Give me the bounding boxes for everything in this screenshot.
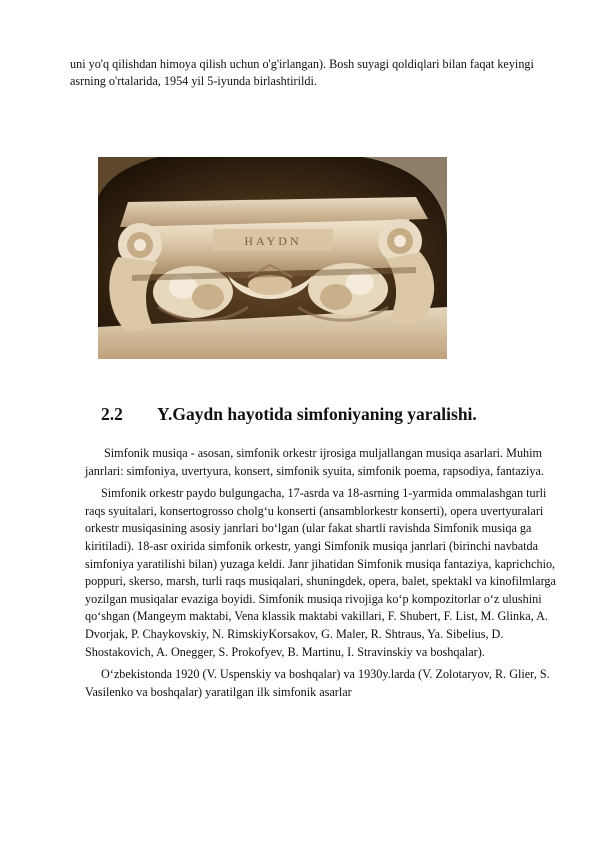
paragraph-2: Simfonik orkestr paydo bulgungacha, 17-asrda va 18-asrning 1-yarmida ommalashgan turli raqs syuitalari, konsertogrosso cholgʻu konserti (ansamblorkestr konserti), opera uvertyuralari orkestr musiqasining asosiy janrlari boʻlgan (ular fakat shartli ravishda Simfonik musiqa ga kiritiladi). 18-asr oxirida simfonik orkestr, yangi Simfonik musiqa janrlari (birinchi navbatda simfoniya yaratilishi bilan) yuzaga keldi. Janr jihatidan Simfonik musiqa fantaziya, kaprichchio, poppuri, skerso, marsh, turli raqs musiqalari, shuningdek, opera, balet, spektakl va kinofilmlarga yozilgan musiqalar evaziga boyidi. Simfonik musiqa rivojiga koʻp kompozitorlar oʻz ulushini qoʻshgan (Mangeym maktabi, Vena klassik maktabi vakillari, F. Shubert, F. List, M. Glinka, A. Dvorjak, P. Chaykovskiy, N. RimskiyKorsakov, G. Maler, R. Shtraus, Ya. Sibelius, D. Shostakovich, A. Onegger, S. Prokofyev, B. Martinu, I. Stravinskiy va boshqalar). (85, 486, 556, 659)
paragraph-1: Simfonik musiqa - asosan, simfonik orkestr ijrosiga muljallangan musiqa asarlari. Muhim janrlari: simfoniya, uvertyura, konsert, simfonik syuita, simfonik poema, rapsodiya, fantaziya. (85, 446, 544, 478)
photo-inscription: HAYDN (244, 234, 302, 248)
section-number: 2.2 (101, 404, 123, 424)
tomb-photo-illustration (98, 157, 447, 359)
section-title: Y.Gaydn hayotida simfoniyaning yaralishi. (157, 404, 477, 424)
section-heading (101, 402, 571, 426)
section-body (85, 445, 557, 706)
paragraph-3: Oʻzbekistonda 1920 (V. Uspenskiy va boshqalar) va 1930y.larda (V. Zolotaryov, R. Glier, S. Vasilenko va boshqalar) yaratilgan ilk simfonik asarlar (85, 667, 550, 699)
tomb-photo (98, 157, 447, 359)
intro-paragraph: uni yo'q qilishdan himoya qilish uchun o'g'irlangan). Bosh suyagi qoldiqlari bilan faqat keyingi asrning o'rtalarida, 1954 yil 5-iyunda birlashtirildi. (70, 57, 534, 88)
